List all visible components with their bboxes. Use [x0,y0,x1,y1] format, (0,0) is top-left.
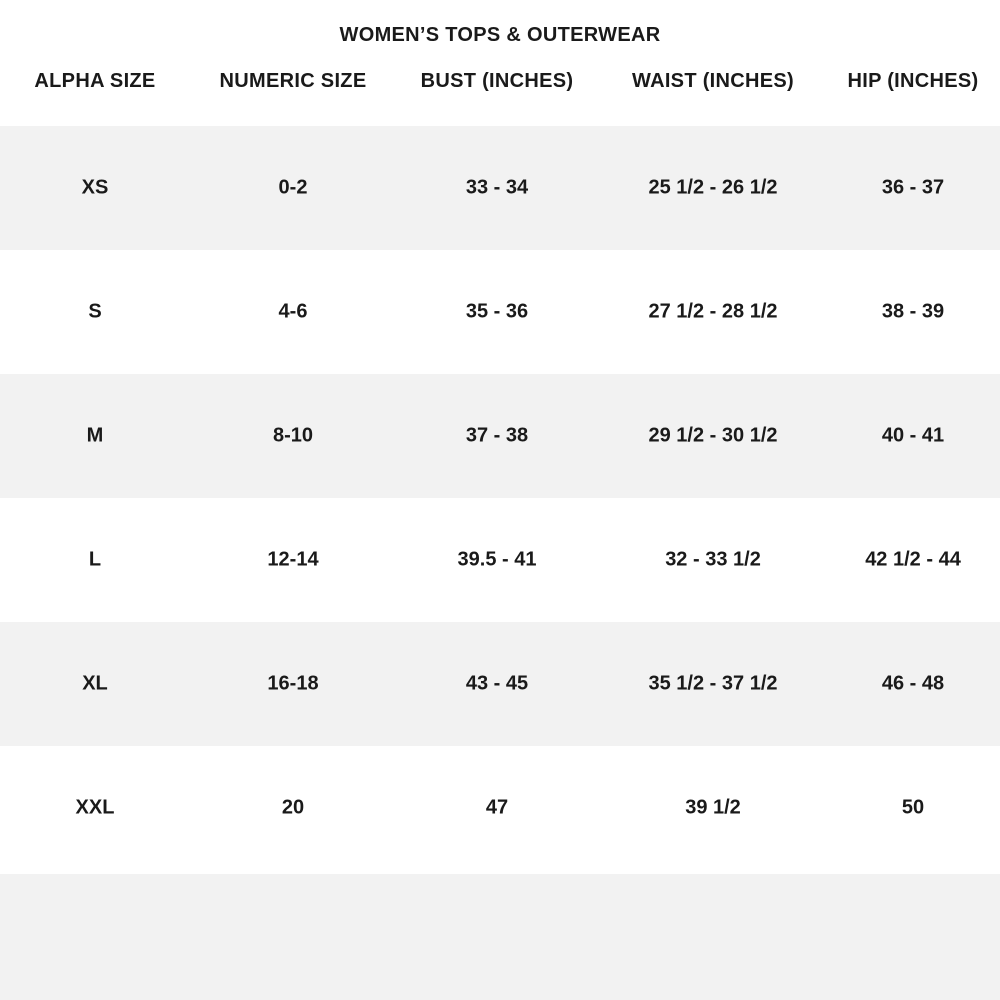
table-row [0,126,1000,250]
table-row [0,498,1000,622]
cell-alpha-size: S [88,300,102,323]
cell-numeric-size: 12-14 [267,548,319,571]
cell-waist: 29 1/2 - 30 1/2 [648,424,778,447]
cell-alpha-size: XXL [75,796,115,819]
cell-bust: 39.5 - 41 [457,548,537,571]
cell-hip: 46 - 48 [881,672,945,695]
cell-hip: 40 - 41 [881,424,945,447]
table-body [0,126,1000,870]
cell-numeric-size: 20 [281,796,305,819]
cell-waist: 25 1/2 - 26 1/2 [648,176,778,199]
table-header [0,70,1000,100]
header-hip: HIP (INCHES) [847,70,979,92]
cell-waist: 27 1/2 - 28 1/2 [648,300,778,323]
cell-numeric-size: 4-6 [278,300,308,323]
cell-hip: 36 - 37 [881,176,945,199]
cell-alpha-size: XL [82,672,108,695]
cell-waist: 39 1/2 [685,796,741,819]
cell-bust: 35 - 36 [465,300,529,323]
header-bust: BUST (INCHES) [420,70,574,92]
table-row [0,622,1000,746]
cell-waist: 32 - 33 1/2 [665,548,761,571]
cell-numeric-size: 8-10 [272,424,314,447]
cell-alpha-size: L [88,548,102,571]
empty-shaded-row [0,874,1000,1000]
table-row [0,250,1000,374]
cell-hip: 50 [901,796,925,819]
cell-numeric-size: 0-2 [278,176,308,199]
chart-title: WOMEN’S TOPS & OUTERWEAR [339,24,661,46]
cell-hip: 42 1/2 - 44 [865,548,961,571]
cell-hip: 38 - 39 [881,300,945,323]
cell-bust: 33 - 34 [465,176,529,199]
cell-numeric-size: 16-18 [267,672,319,695]
header-alpha-size: ALPHA SIZE [34,70,156,92]
cell-alpha-size: M [86,424,104,447]
header-numeric-size: NUMERIC SIZE [219,70,367,92]
header-waist: WAIST (INCHES) [632,70,794,92]
cell-waist: 35 1/2 - 37 1/2 [648,672,778,695]
cell-bust: 43 - 45 [465,672,529,695]
table-row [0,374,1000,498]
cell-alpha-size: XS [81,176,109,199]
cell-bust: 47 [485,796,509,819]
cell-bust: 37 - 38 [465,424,529,447]
table-row [0,746,1000,870]
